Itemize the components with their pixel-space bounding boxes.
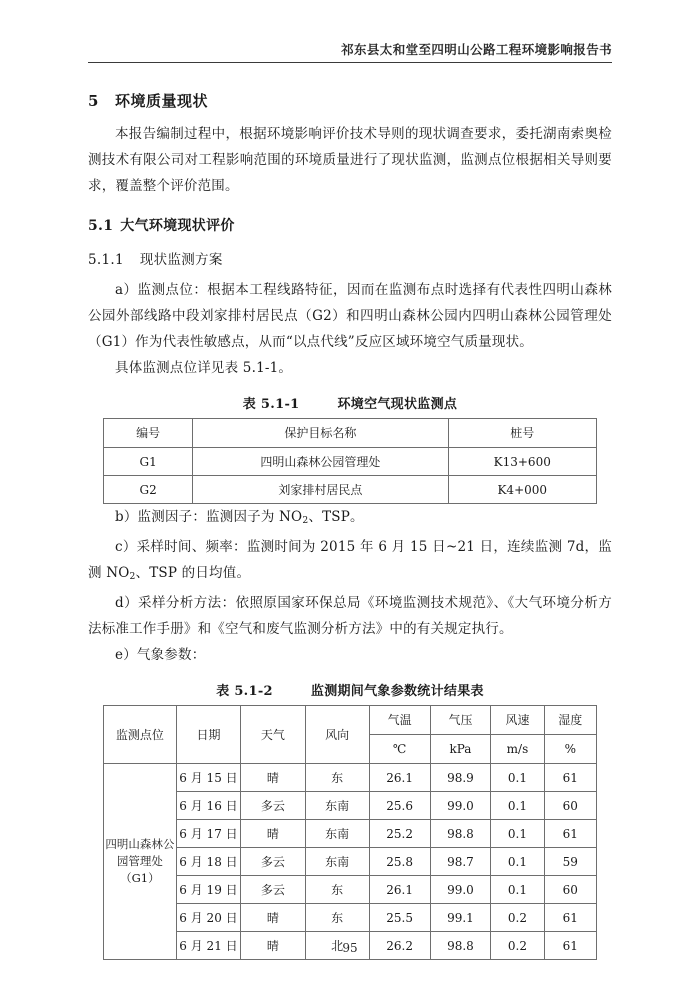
- table2-caption-title: 监测期间气象参数统计结果表: [310, 684, 484, 700]
- table1-header-row: [104, 419, 597, 448]
- table2-r6-humidity: 61: [544, 932, 596, 960]
- table2-r2-pressure: 98.8: [430, 820, 491, 848]
- table2-col-header-pressure: 气压: [430, 706, 491, 735]
- header-divider: [88, 62, 612, 63]
- table2-col-header-date: 日期: [176, 706, 241, 764]
- table2-r1-date: 6 月 16 日: [176, 792, 241, 820]
- table2-col-header-weather: 天气: [241, 706, 305, 764]
- table2-r3-humidity: 59: [544, 848, 596, 876]
- table2-r4-temperature: 26.1: [369, 876, 430, 904]
- table2-r6-wind-direction: 北: [305, 932, 369, 960]
- subsection-heading: [88, 215, 612, 235]
- section-title: 环境质量现状: [114, 92, 208, 110]
- table2-r5-date: 6 月 20 日: [176, 904, 241, 932]
- table2-r5-weather: 晴: [241, 904, 305, 932]
- table1-r1-name: 刘家排村居民点: [193, 476, 448, 504]
- table2-r1-humidity: 60: [544, 792, 596, 820]
- table2-r6-pressure: 98.8: [430, 932, 491, 960]
- table2-unit-temperature: ℃: [369, 735, 430, 764]
- table-row: [104, 904, 597, 932]
- page-number: 95: [342, 941, 358, 955]
- paragraph-see-table: 具体监测点位详见表 5.1-1。: [115, 360, 293, 376]
- table2-col-header-site: 监测点位: [104, 706, 177, 764]
- table2-r5-wind-speed: 0.2: [491, 904, 544, 932]
- table2-r5-temperature: 25.5: [369, 904, 430, 932]
- table2-r0-date: 6 月 15 日: [176, 764, 241, 792]
- table2-caption: [88, 680, 612, 699]
- table2-r0-pressure: 98.9: [430, 764, 491, 792]
- paragraph-analysis-method: d）采样分析方法：依照原国家环保总局《环境监测技术规范》、《大气环境分析方法标准工作手册》和《空气和废气监测分析方法》中的有关规定执行。: [88, 595, 612, 638]
- table-row: [104, 848, 597, 876]
- table2-caption-number: 表 5.1-2: [216, 684, 273, 700]
- table2-r0-wind-direction: 东: [305, 764, 369, 792]
- table1-caption: [88, 393, 612, 412]
- table2-col-header-humidity: 湿度: [544, 706, 596, 735]
- factor-text-pre: b）监测因子：监测因子为 NO: [115, 509, 303, 525]
- table2-r5-pressure: 99.1: [430, 904, 491, 932]
- table2-col-header-wind-speed: 风速: [491, 706, 544, 735]
- table2-r2-weather: 晴: [241, 820, 305, 848]
- table-row: [104, 820, 597, 848]
- time-text-post: 、TSP 的日均值。: [135, 565, 251, 582]
- table2-r6-weather: 晴: [241, 932, 305, 960]
- paragraph-monitoring-factors: [88, 504, 612, 534]
- subsection-title: 大气环境现状评价: [120, 218, 235, 234]
- table2-r5-humidity: 61: [544, 904, 596, 932]
- table2-col-header-wind-direction: 风向: [305, 706, 369, 764]
- table-row: [104, 876, 597, 904]
- section-heading: [88, 90, 612, 111]
- table2-r1-temperature: 25.6: [369, 792, 430, 820]
- table2-r1-wind-speed: 0.1: [491, 792, 544, 820]
- table2-r2-date: 6 月 17 日: [176, 820, 241, 848]
- paragraph-sampling-time: [88, 534, 612, 590]
- table2-col-header-temperature: 气温: [369, 706, 430, 735]
- table2-unit-humidity: %: [544, 735, 596, 764]
- subsubsection-heading: [88, 248, 612, 268]
- table2-r3-temperature: 25.8: [369, 848, 430, 876]
- table2-r4-wind-direction: 东: [305, 876, 369, 904]
- time-subscript: 2: [129, 571, 136, 583]
- table2-r6-wind-speed: 0.2: [491, 932, 544, 960]
- table2-r5-wind-direction: 东: [305, 904, 369, 932]
- table2-r4-date: 6 月 19 日: [176, 876, 241, 904]
- table2-r0-temperature: 26.1: [369, 764, 430, 792]
- table1-r1-code: G2: [104, 476, 193, 504]
- table2-r0-wind-speed: 0.1: [491, 764, 544, 792]
- factor-subscript: 2: [302, 515, 309, 527]
- subsection-number: 5.1: [88, 218, 114, 234]
- table2-r0-humidity: 61: [544, 764, 596, 792]
- table2-r3-pressure: 98.7: [430, 848, 491, 876]
- table2-r1-pressure: 99.0: [430, 792, 491, 820]
- subsubsection-number: 5.1.1: [88, 252, 124, 268]
- table1-col-header-code: 编号: [104, 419, 193, 448]
- table2-r2-temperature: 25.2: [369, 820, 430, 848]
- time-text-pre: c）采样时间、频率：监测时间为 2015 年 6 月 15 日~21 日，连续监测 7d，监测 NO: [88, 539, 612, 582]
- table2-r6-temperature: 26.2: [369, 932, 430, 960]
- table-meteorological-parameters: [103, 705, 597, 960]
- table2-unit-wind-speed: m/s: [491, 735, 544, 764]
- table2-r1-weather: 多云: [241, 792, 305, 820]
- table2-site-label: 四明山森林公园管理处（G1）: [104, 764, 177, 960]
- table2-r4-weather: 多云: [241, 876, 305, 904]
- table2-unit-pressure: kPa: [430, 735, 491, 764]
- table-row: [104, 792, 597, 820]
- table-row: [104, 476, 597, 504]
- table2-r2-wind-speed: 0.1: [491, 820, 544, 848]
- table2-r0-weather: 晴: [241, 764, 305, 792]
- page-content: [88, 82, 612, 960]
- section-number: 5: [88, 92, 99, 110]
- subsubsection-title: 现状监测方案: [139, 252, 223, 268]
- table2-r4-wind-speed: 0.1: [491, 876, 544, 904]
- table1-caption-title: 环境空气现状监测点: [337, 397, 458, 412]
- table2-r2-humidity: 61: [544, 820, 596, 848]
- table1-r0-name: 四明山森林公园管理处: [193, 448, 448, 476]
- table-row: [104, 448, 597, 476]
- table2-r2-wind-direction: 东南: [305, 820, 369, 848]
- table1-col-header-stake: 桩号: [448, 419, 597, 448]
- running-header: 祁东县太和堂至四明山公路工程环境影响报告书: [341, 42, 612, 57]
- table2-r4-humidity: 60: [544, 876, 596, 904]
- paragraph-monitoring-points: a）监测点位：根据本工程线路特征，因而在监测布点时选择有代表性四明山森林公园外部线路中段刘家排村居民点（G2）和四明山森林公园内四明山森林公园管理处（G1）作为代表性敏感点，从而“以点代线”反应区域环境空气质量现状。: [88, 282, 612, 350]
- table1-r1-stake: K4+000: [448, 476, 597, 504]
- table1-r0-stake: K13+600: [448, 448, 597, 476]
- table1-col-header-name: 保护目标名称: [193, 419, 448, 448]
- table2-r3-weather: 多云: [241, 848, 305, 876]
- table-row: [104, 764, 597, 792]
- table-air-quality-monitoring-points: [103, 418, 597, 504]
- factor-text-post: 、TSP。: [308, 509, 364, 525]
- table2-r3-wind-speed: 0.1: [491, 848, 544, 876]
- table2-r3-wind-direction: 东南: [305, 848, 369, 876]
- paragraph-meteorological: e）气象参数：: [115, 647, 206, 664]
- table2-r1-wind-direction: 东南: [305, 792, 369, 820]
- section-intro-paragraph: 本报告编制过程中，根据环境影响评价技术导则的现状调查要求，委托湖南索奥检测技术有限公司对工程影响范围的环境质量进行了现状监测，监测点位根据相关导则要求，覆盖整个评价范围。: [88, 126, 612, 194]
- table2-r4-pressure: 99.0: [430, 876, 491, 904]
- table2-r6-date: 6 月 21 日: [176, 932, 241, 960]
- table2-r3-date: 6 月 18 日: [176, 848, 241, 876]
- table1-r0-code: G1: [104, 448, 193, 476]
- table2-header-row-1: [104, 706, 597, 735]
- table1-caption-number: 表 5.1-1: [242, 397, 300, 412]
